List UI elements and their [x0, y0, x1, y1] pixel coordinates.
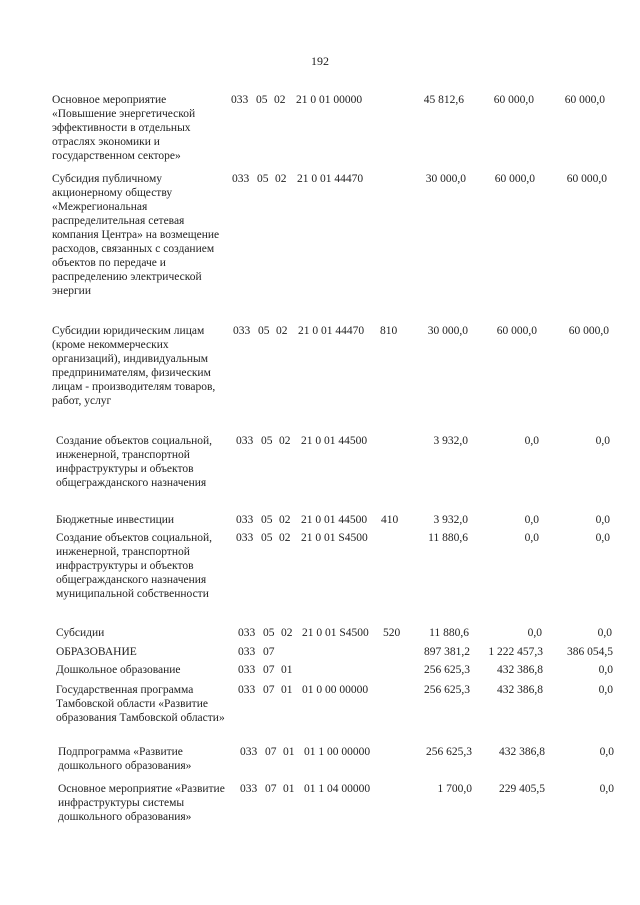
value-2: 0,0 [524, 514, 539, 526]
value-1: 3 932,0 [433, 514, 468, 526]
value-3: 0,0 [597, 627, 612, 639]
value-2: 1 222 457,3 [488, 646, 543, 658]
row-name: Государственная программа Тамбовской области «Развитие образования Тамбовской области» [56, 684, 225, 724]
code-gr: 033 [238, 684, 256, 696]
code-pr: 02 [281, 627, 293, 639]
value-3: 0,0 [595, 514, 610, 526]
value-1: 256 625,3 [424, 684, 470, 696]
code-pr: 02 [279, 514, 291, 526]
code-pr: 01 [283, 783, 295, 795]
code-rz: 07 [265, 746, 277, 758]
value-3: 60 000,0 [566, 173, 607, 185]
value-2: 60 000,0 [494, 173, 535, 185]
code-csr: 21 0 01 S4500 [302, 627, 369, 639]
code-pr: 01 [281, 664, 293, 676]
code-csr: 01 1 00 00000 [304, 746, 371, 758]
code-gr: 033 [236, 435, 254, 447]
page-number: 192 [311, 54, 329, 68]
value-2: 60 000,0 [493, 94, 534, 106]
value-1: 3 932,0 [433, 435, 468, 447]
value-2: 0,0 [524, 532, 539, 544]
row-name: Бюджетные инвестиции [56, 514, 175, 526]
code-csr: 21 0 01 44500 [301, 435, 368, 447]
row-name: Субсидия публичному акционерному обществу «Межрегиональная распределительная сетевая компания Центра» на возмещение расходов, связанных с созданием объектов по передаче и распределению электрической энергии [52, 173, 220, 297]
code-csr: 01 0 00 00000 [302, 684, 369, 696]
code-gr: 033 [238, 646, 256, 658]
code-pr: 02 [275, 173, 287, 185]
value-3: 0,0 [599, 746, 614, 758]
code-vr: 810 [380, 325, 398, 337]
value-1: 1 700,0 [437, 783, 472, 795]
code-csr: 01 1 04 00000 [304, 783, 371, 795]
value-2: 60 000,0 [496, 325, 537, 337]
code-rz: 07 [263, 684, 275, 696]
value-2: 0,0 [527, 627, 542, 639]
value-1: 30 000,0 [427, 325, 468, 337]
code-pr: 02 [274, 94, 286, 106]
value-3: 0,0 [599, 783, 614, 795]
value-2: 229 405,5 [499, 783, 545, 795]
code-pr: 02 [279, 532, 291, 544]
value-1: 897 381,2 [424, 646, 470, 658]
code-csr: 21 0 01 S4500 [301, 532, 368, 544]
value-1: 256 625,3 [424, 664, 470, 676]
code-gr: 033 [232, 173, 250, 185]
code-gr: 033 [238, 664, 256, 676]
code-gr: 033 [233, 325, 251, 337]
code-pr: 02 [279, 435, 291, 447]
code-pr: 01 [283, 746, 295, 758]
row-name: Создание объектов социальной, инженерной, транспортной инфраструктуры и объектов общегражданского назначения муниципальной собственности [56, 532, 213, 600]
value-2: 432 386,8 [499, 746, 545, 758]
value-2: 0,0 [524, 435, 539, 447]
value-2: 432 386,8 [497, 664, 543, 676]
code-rz: 07 [265, 783, 277, 795]
value-1: 11 880,6 [429, 627, 469, 639]
code-rz: 05 [261, 435, 273, 447]
value-3: 0,0 [595, 435, 610, 447]
code-gr: 033 [236, 532, 254, 544]
row-name: Субсидии [56, 627, 105, 639]
row-name: ОБРАЗОВАНИЕ [56, 646, 137, 658]
value-3: 60 000,0 [564, 94, 605, 106]
code-rz: 05 [261, 532, 273, 544]
row-name: Дошкольное образование [56, 664, 181, 676]
value-3: 60 000,0 [568, 325, 609, 337]
value-3: 386 054,5 [567, 646, 613, 658]
value-1: 30 000,0 [425, 173, 466, 185]
row-name: Основное мероприятие «Развитие инфраструктуры системы дошкольного образования» [58, 783, 225, 823]
value-1: 11 880,6 [428, 532, 468, 544]
code-csr: 21 0 01 44470 [297, 173, 364, 185]
code-rz: 07 [263, 664, 275, 676]
code-gr: 033 [240, 746, 258, 758]
code-gr: 033 [240, 783, 258, 795]
value-1: 45 812,6 [423, 94, 464, 106]
code-vr: 520 [383, 627, 401, 639]
value-3: 0,0 [595, 532, 610, 544]
row-name: Основное мероприятие «Повышение энергетической эффективности в отдельных отраслях экономики и государственном секторе» [52, 94, 196, 162]
code-vr: 410 [381, 514, 399, 526]
code-rz: 05 [257, 173, 269, 185]
code-rz: 05 [261, 514, 273, 526]
code-rz: 05 [256, 94, 268, 106]
code-gr: 033 [238, 627, 256, 639]
code-rz: 05 [258, 325, 270, 337]
value-3: 0,0 [598, 664, 613, 676]
value-3: 0,0 [598, 684, 613, 696]
value-2: 432 386,8 [497, 684, 543, 696]
row-name: Субсидии юридическим лицам (кроме некоммерческих организаций), индивидуальным предпринимателям, физическим лицам - производителям товаров, работ, услуг [52, 325, 216, 407]
code-pr: 02 [276, 325, 288, 337]
row-name: Создание объектов социальной, инженерной, транспортной инфраструктуры и объектов общегражданского назначения [56, 435, 213, 489]
code-csr: 21 0 01 00000 [296, 94, 363, 106]
code-gr: 033 [231, 94, 249, 106]
code-rz: 07 [263, 646, 275, 658]
code-rz: 05 [263, 627, 275, 639]
code-csr: 21 0 01 44500 [301, 514, 368, 526]
code-gr: 033 [236, 514, 254, 526]
code-pr: 01 [281, 684, 293, 696]
value-1: 256 625,3 [426, 746, 472, 758]
code-csr: 21 0 01 44470 [298, 325, 365, 337]
row-name: Подпрограмма «Развитие дошкольного образования» [58, 746, 192, 772]
